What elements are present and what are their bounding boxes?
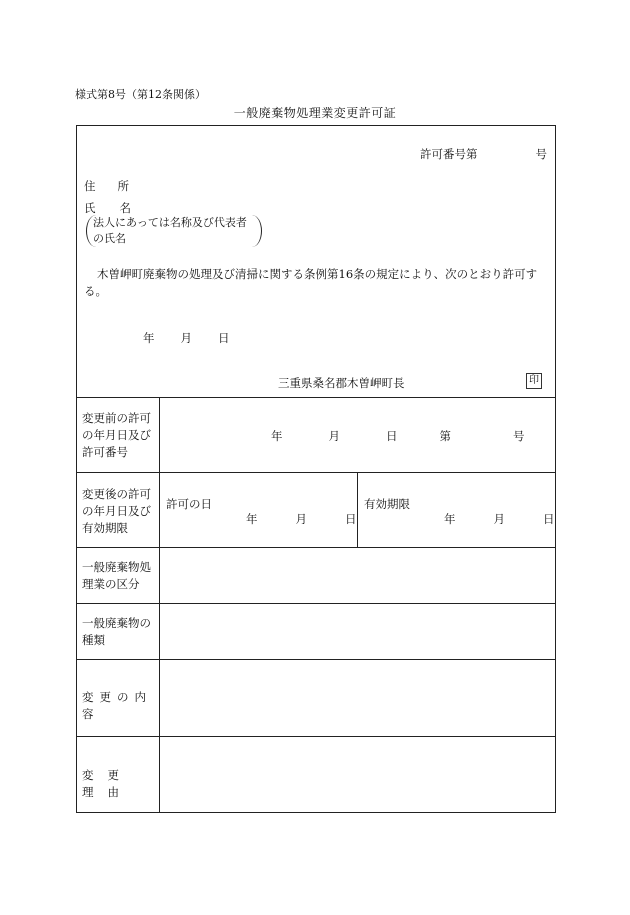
change-content-label: 変更の内容 xyxy=(82,690,152,721)
name-label-char-1: 氏 xyxy=(84,201,98,215)
before-label-line-2: の年月日及び xyxy=(82,428,151,442)
permit-statement: 木曽岬町廃棄物の処理及び清掃に関する条例第16条の規定により、次のとおり許可する。 xyxy=(84,267,538,298)
divider-change-content xyxy=(76,736,556,737)
permit-number-suffix: 号 xyxy=(535,147,547,161)
category-label-line-1: 一般廃棄物処 xyxy=(82,560,151,574)
waste-type-label xyxy=(82,615,158,649)
before-change-value xyxy=(271,428,525,444)
issue-date xyxy=(143,330,230,346)
corporate-note-line-2: の氏名 xyxy=(93,232,126,245)
issue-date-day: 日 xyxy=(218,331,230,345)
divider-before xyxy=(76,472,556,473)
permit-date-label: 許可の日 xyxy=(166,497,212,511)
document-title: 一般廃棄物処理業変更許可証 xyxy=(233,106,397,120)
name-label-char-2: 名 xyxy=(119,201,133,215)
after-row-divider xyxy=(357,472,358,547)
before-change-label xyxy=(82,410,158,461)
waste-type-label-line-2: 種類 xyxy=(82,633,105,647)
seal-mark: 印 xyxy=(526,373,542,389)
corporate-note xyxy=(86,215,262,247)
divider-after xyxy=(76,547,556,548)
category-label-line-2: 理業の区分 xyxy=(82,577,140,591)
divider-header xyxy=(76,397,556,398)
after-label-line-2: の年月日及び xyxy=(82,504,151,518)
validity-value xyxy=(444,511,555,527)
validity-label: 有効期限 xyxy=(364,497,410,511)
divider-category xyxy=(76,603,556,604)
permit-number xyxy=(420,146,547,162)
form-number: 様式第8号（第12条関係） xyxy=(75,88,206,101)
before-label-line-3: 許可番号 xyxy=(82,445,128,459)
before-year: 年 xyxy=(271,429,283,443)
issuer-name: 三重県桑名郡木曽岬町長 xyxy=(278,376,405,390)
after-label-line-3: 有効期限 xyxy=(82,521,128,535)
address-label-char-1: 住 xyxy=(84,179,98,193)
business-category-label xyxy=(82,559,158,593)
after-change-label xyxy=(82,486,158,537)
issue-date-year: 年 xyxy=(143,331,155,345)
address-label-char-2: 所 xyxy=(117,179,131,193)
divider-waste-type xyxy=(76,659,556,660)
label-column-divider xyxy=(159,397,160,813)
before-number-prefix: 第 xyxy=(439,429,451,443)
before-day: 日 xyxy=(386,429,398,443)
validity-day: 日 xyxy=(543,512,555,526)
validity-year: 年 xyxy=(444,512,456,526)
permit-date-month: 月 xyxy=(295,512,307,526)
before-label-line-1: 変更前の許可 xyxy=(82,411,151,425)
issue-date-month: 月 xyxy=(180,331,192,345)
permit-date-year: 年 xyxy=(246,512,258,526)
waste-type-label-line-1: 一般廃棄物の xyxy=(82,616,151,630)
permit-number-prefix: 許可番号第 xyxy=(420,147,478,161)
validity-month: 月 xyxy=(493,512,505,526)
change-reason-label: 変更理由 xyxy=(82,768,133,799)
address-label xyxy=(84,178,131,194)
permit-date-day: 日 xyxy=(345,512,357,526)
before-number-suffix: 号 xyxy=(513,429,525,443)
permit-date-value xyxy=(246,511,357,527)
name-label xyxy=(84,200,133,216)
after-label-line-1: 変更後の許可 xyxy=(82,487,151,501)
before-month: 月 xyxy=(328,429,340,443)
corporate-note-line-1: 法人にあっては名称及び代表者 xyxy=(93,216,247,229)
